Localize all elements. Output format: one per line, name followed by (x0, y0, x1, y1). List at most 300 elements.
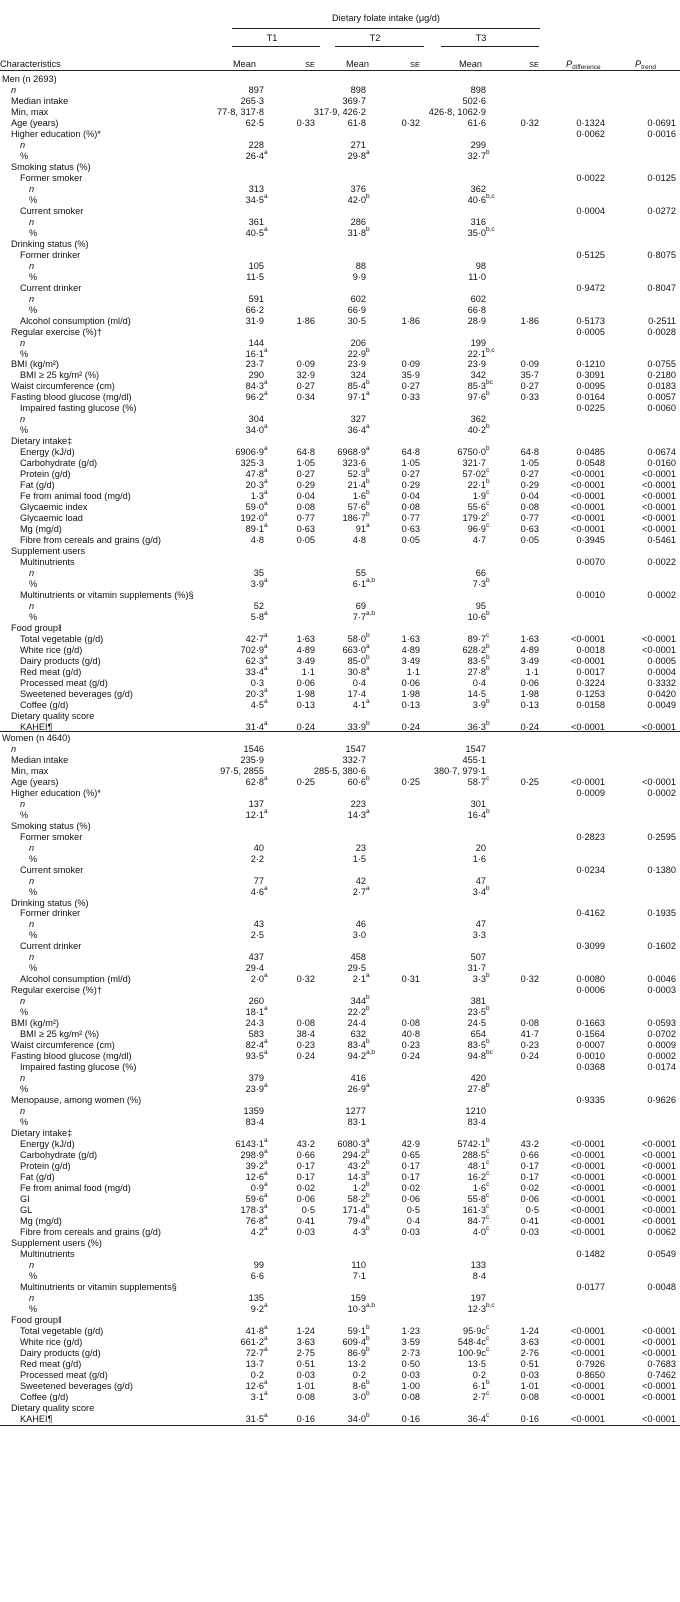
p-difference-value: <0·0001 (571, 1215, 605, 1226)
t2-mean-value: 327 (350, 414, 366, 425)
p-difference-value: <0·0001 (571, 1139, 605, 1150)
t2-mean-value: 21·4 (347, 480, 366, 491)
t2-se-value: 0·24 (401, 721, 420, 732)
row-label: Alcohol consumption (ml/d) (20, 315, 131, 326)
t2-mean-value: 83·4 (347, 1040, 366, 1051)
t2-se-value: 1·98 (401, 688, 420, 699)
row-label: % (29, 930, 38, 941)
t2-mean-value: 42·0 (347, 194, 366, 205)
t1-mean-cell: 59·0 a (245, 500, 268, 513)
t2-mean-cell: 21·4 b (347, 478, 370, 491)
t1-mean-value: 83·4 (245, 1117, 264, 1128)
t3-mean-value: 40·6 (467, 194, 486, 205)
p-difference-value: 0·3224 (576, 677, 605, 688)
row-label: % (20, 809, 29, 820)
p-difference-value: 0·0095 (576, 381, 605, 392)
t1-mean-value: 26·4 (245, 150, 264, 161)
row-label: Protein (g/d) (20, 1161, 71, 1172)
t3-mean-value: 94·8 (467, 1051, 486, 1062)
t1-se-value: 0·32 (296, 974, 315, 985)
t1-mean-value: 24·3 (245, 1018, 264, 1029)
t3-mean-value: 23·5 (467, 1007, 486, 1018)
p-difference-value: 0·0080 (576, 974, 605, 985)
p-difference-value: <0·0001 (571, 776, 605, 787)
row-label: n (20, 996, 26, 1007)
t3-mean-cell: 6·1 b (472, 1378, 490, 1391)
row-label: Impaired fasting glucose (%) (20, 403, 137, 414)
t3-mean-value: 28·9 (467, 315, 486, 326)
t1-mean-cell: 34·5 a (245, 192, 268, 205)
t3-mean-value: 507 (470, 952, 486, 963)
t3-se-value: 1·1 (525, 666, 539, 677)
t1-mean-cell: 72·7 a (245, 1345, 268, 1358)
t2-se-value: 1·05 (401, 458, 420, 469)
t3-mean-value: 628·2 (462, 644, 486, 655)
t2-mean-value: 3·0 (352, 1391, 366, 1402)
t3-se-value: 0·32 (520, 974, 539, 985)
p-trend-value: <0·0001 (642, 491, 676, 502)
t2-mean-cell: 6·1 a,b (352, 577, 376, 590)
t2-mean-value: 1547 (345, 743, 366, 754)
t2-mean-cell: 1·2 b (352, 1180, 370, 1193)
t2-se-value: 0·09 (401, 359, 420, 370)
p-difference-value: 0·0225 (576, 403, 605, 414)
t3-mean-cell: 57·02 c (462, 467, 490, 480)
t1-mean-value: 62·8 (245, 776, 264, 787)
t3-mean-value: 95 (475, 601, 486, 612)
t1-se-value: 0·09 (296, 359, 315, 370)
row-label: Sweetened beverages (g/d) (20, 1380, 133, 1391)
t3-mean-value: 1·6 (472, 853, 486, 864)
tertile-rule-t2 (335, 46, 424, 47)
row-label: Median intake (11, 754, 69, 765)
p-trend-value: 0·0002 (647, 590, 676, 601)
row-label: % (20, 1117, 29, 1128)
p-trend-value: 0·0755 (647, 359, 676, 370)
t1-mean-value: 77 (253, 875, 264, 886)
t1-mean-value: 4·2 (250, 1226, 264, 1237)
t3-mean-value: 12·3 (467, 1303, 486, 1314)
t3-se-value: 1·86 (520, 315, 539, 326)
row-label: % (29, 886, 38, 897)
t1-se-value: 0·41 (296, 1215, 315, 1226)
t2-mean-value: 58·2 (347, 1193, 366, 1204)
p-difference-value: 0·0018 (576, 644, 605, 655)
t1-mean-cell: 76·8 a (245, 1213, 268, 1226)
t2-mean-value: 332·7 (342, 754, 366, 765)
t2-mean-cell: 22·2 b (347, 1005, 370, 1018)
row-label: Supplement users (%) (11, 1237, 102, 1248)
t2-mean-value: 416 (350, 1073, 366, 1084)
p-trend-value: 0·1602 (647, 941, 676, 952)
p-difference-value: 0·9472 (576, 282, 605, 293)
t2-mean-cell: 57·6 b (347, 500, 370, 513)
t2-se-value: 0·29 (401, 480, 420, 491)
t1-mean-value: 31·4 (245, 721, 264, 732)
row-label: KAHEI¶ (20, 721, 53, 732)
t3-se-value: 1·24 (520, 1325, 539, 1336)
p-difference-value: 0·1210 (576, 359, 605, 370)
t2-mean-value: 88 (355, 260, 366, 271)
t3-mean-cell: 96·9 c (467, 522, 490, 535)
t3-mean-value: 66 (475, 568, 486, 579)
t3-mean-cell: 32·7 b (467, 148, 490, 161)
t2-se-value: 0·17 (401, 1172, 420, 1182)
p-trend-value: <0·0001 (642, 480, 676, 491)
row-label: GL (20, 1204, 33, 1215)
p-difference-header: $P_{difference}$ (566, 59, 601, 71)
row-label: n (29, 842, 35, 853)
t1-mean-cell: 31·5 a (245, 1411, 268, 1424)
t3-mean-cell: 3·4 b (472, 884, 490, 897)
t3-mean-value: 16·4 (467, 809, 486, 820)
t3-mean-value: 11·0 (468, 271, 486, 282)
t2-mean-cell (353, 853, 366, 865)
t3-se-value: 0·08 (520, 1391, 539, 1402)
t1-mean-cell: 84·3 a (245, 379, 268, 392)
p-trend-value: 0·3332 (647, 677, 676, 688)
t2-mean-value: 26·9 (347, 1084, 366, 1095)
t3-mean-value: 0·4 (472, 677, 486, 688)
characteristics-header: Characteristics (0, 59, 61, 69)
t3-se-value: 0·08 (520, 502, 539, 513)
header-bottom-rule (0, 70, 680, 71)
p-difference-value: 0·9335 (576, 1095, 605, 1106)
row-label: Alcohol consumption (ml/d) (20, 974, 131, 985)
t3-mean-value: 57·02 (462, 469, 486, 480)
t1-mean-value: 178·3 (240, 1204, 264, 1215)
row-label: Current smoker (20, 205, 84, 216)
t1-mean-value: 2·2 (250, 853, 264, 864)
t2-se-value: 0·06 (401, 1193, 420, 1204)
row-label: KAHEI¶ (20, 1413, 53, 1424)
t1-mean-value: 33·4 (245, 666, 264, 677)
p-difference-value: 0·1663 (576, 1018, 605, 1029)
p-difference-value: 0·0177 (576, 1281, 605, 1292)
t1-mean-value: 290 (248, 370, 264, 381)
t3-se-value: 0·03 (520, 1226, 539, 1237)
t1-se-value: 1·63 (296, 633, 315, 644)
t1-mean-value: 66·2 (245, 304, 264, 315)
t2-se-value: 1·23 (401, 1325, 420, 1336)
row-label: Menopause, among women (%) (11, 1095, 142, 1106)
t3-mean-value: 5742·1 (457, 1139, 486, 1150)
t1-mean-value: 137 (248, 798, 264, 809)
t2-mean-cell: 85·0 b (347, 653, 370, 666)
t3-se-value: 4·89 (520, 644, 539, 655)
t3-mean-value: 61·6 (467, 117, 486, 128)
t2-mean-value: 324 (350, 370, 366, 381)
row-label: Total vegetable (g/d) (20, 633, 104, 644)
t3-mean-cell: 40·6 b,c (467, 192, 495, 205)
t3-mean-cell: 85·3 bc (467, 379, 493, 392)
p-difference-value: 0·4162 (576, 908, 605, 919)
p-difference-value: 0·3099 (576, 941, 605, 952)
t1-mean-value: 31·9 (245, 315, 264, 326)
t2-mean-value: 34·0 (347, 1413, 366, 1424)
t2-mean-cell: 42·0 b (347, 192, 370, 205)
t1-mean-cell (251, 1270, 264, 1282)
row-label: Dietary intake‡ (11, 436, 73, 447)
t3-mean-value: 426·8, 1062·9 (428, 106, 486, 117)
t3-mean-value: 321·7 (462, 458, 486, 469)
mean-header-t2: Mean (346, 59, 369, 69)
t1-mean-value: 192·0 (240, 513, 264, 524)
t1-mean-cell: 93·5 a (245, 1049, 268, 1062)
t3-se-value: 0·08 (520, 1018, 539, 1029)
t2-se-value: 0·08 (401, 502, 420, 513)
t3-mean-cell (473, 1270, 486, 1282)
t2-mean-value: 0·4 (352, 677, 366, 688)
row-label: Dietary intake‡ (11, 1128, 73, 1139)
se-header-t2: SE (409, 60, 420, 69)
t3-mean-value: 16·2 (467, 1172, 486, 1182)
t1-mean-value: 2·0 (250, 974, 264, 985)
t3-mean-cell: 36·4 c (467, 1411, 490, 1424)
row-label: % (29, 304, 38, 315)
row-label: BMI ≥ 25 kg/m² (%) (20, 370, 100, 381)
t1-se-value: 1·86 (296, 315, 315, 326)
t1-se-value: 0·51 (296, 1358, 315, 1369)
t1-se-value: 43·2 (296, 1139, 315, 1150)
t2-se-value: 0·08 (401, 1018, 420, 1029)
t2-mean-value: 206 (350, 337, 366, 348)
row-label: Dairy products (g/d) (20, 655, 101, 666)
t3-mean-cell: 3·3 b (472, 972, 490, 985)
tertile-header-t1: T1 (266, 33, 278, 43)
t1-mean-value: 40 (253, 842, 264, 853)
p-trend-value: 0·9626 (647, 1095, 676, 1106)
t2-mean-value: 323·6 (342, 458, 366, 469)
row-label: Former smoker (20, 172, 83, 183)
t1-se-value: 0·05 (296, 535, 315, 546)
t2-se-value: 0·50 (401, 1358, 420, 1369)
t2-mean-cell: 3·0 b (352, 1389, 370, 1402)
t1-mean-cell: 31·4 a (245, 719, 268, 732)
p-trend-value: 0·0002 (647, 787, 676, 798)
row-label: BMI ≥ 25 kg/m² (%) (20, 1029, 100, 1040)
t3-se-value: 0·17 (520, 1172, 539, 1182)
p-trend-header: $P_{trend}$ (635, 59, 656, 71)
p-trend-value: 0·0549 (647, 1248, 676, 1259)
t1-mean-value: 135 (248, 1292, 264, 1303)
p-trend-value: <0·0001 (642, 1380, 676, 1391)
p-trend-value: 0·5461 (647, 535, 676, 546)
t3-mean-cell: 161·3 c (462, 1202, 490, 1215)
t2-mean-value: 61·8 (347, 117, 366, 128)
t1-mean-value: 6·6 (250, 1270, 264, 1281)
row-label: Current drinker (20, 941, 82, 952)
t3-se-value: 0·51 (520, 1358, 539, 1369)
t1-mean-value: 72·7 (245, 1347, 264, 1358)
t2-mean-value: 1·6 (352, 491, 366, 502)
p-trend-value: <0·0001 (642, 633, 676, 644)
p-trend-value: 0·7683 (647, 1358, 676, 1369)
t1-se-value: 0·24 (296, 721, 315, 732)
t2-mean-cell: 36·4 a (347, 423, 370, 436)
p-trend-value: <0·0001 (642, 1413, 676, 1424)
t3-mean-value: 23·9 (467, 359, 486, 370)
t1-se-value: 0·77 (296, 513, 315, 524)
row-label: White rice (g/d) (20, 1336, 83, 1347)
p-difference-value: <0·0001 (571, 633, 605, 644)
t2-mean-value: 2·7 (352, 886, 366, 897)
t3-se-value: 35·7 (520, 370, 539, 381)
t3-mean-value: 4·7 (472, 535, 486, 546)
t2-mean-value: 24·4 (347, 1018, 366, 1029)
t1-se-value: 2·75 (296, 1347, 315, 1358)
t3-mean-cell: 16·2 c (467, 1170, 490, 1182)
t3-mean-cell (468, 271, 486, 283)
row-label: Sweetened beverages (g/d) (20, 688, 133, 699)
t2-mean-cell: 6080·3 a (337, 1137, 370, 1150)
t2-mean-cell: 29·8 a (347, 148, 370, 161)
t3-mean-value: 97·6 (467, 392, 486, 403)
row-label: n (11, 84, 17, 95)
tertile-rule-t3 (441, 46, 539, 47)
t2-mean-value: 294·2 (342, 1150, 366, 1161)
t2-mean-value: 186·7 (342, 513, 366, 524)
t3-se-value: 0·24 (520, 1051, 539, 1062)
mean-header-t3: Mean (459, 59, 482, 69)
t2-mean-value: 159 (350, 1292, 366, 1303)
p-difference-value: <0·0001 (571, 524, 605, 535)
t1-se-value: 32·9 (296, 370, 315, 381)
t2-mean-value: 6080·3 (337, 1139, 366, 1150)
t1-mean-value: 93·5 (245, 1051, 264, 1062)
table-bottom-rule (0, 1425, 680, 1426)
row-label: Smoking status (%) (11, 161, 91, 172)
p-difference-value: 0·0005 (576, 326, 605, 337)
t3-se-value: 0·23 (520, 1040, 539, 1051)
t1-se-value: 0·17 (296, 1172, 315, 1182)
t3-mean-cell: 84·7 c (467, 1213, 490, 1226)
p-trend-value: 0·0702 (647, 1029, 676, 1040)
t1-mean-value: 62·3 (245, 655, 264, 666)
t2-mean-value: 58·0 (347, 633, 366, 644)
row-label: Glycaemic load (20, 513, 83, 524)
t1-mean-cell: 23·9 a (245, 1082, 268, 1095)
row-label: Carbohydrate (g/d) (20, 1150, 98, 1161)
t1-mean-value: 47·8 (245, 469, 264, 480)
row-label: % (29, 853, 38, 864)
t1-mean-value: 235·9 (240, 754, 264, 765)
t1-mean-value: 41·8 (245, 1325, 264, 1336)
row-label: Supplement users (11, 546, 86, 557)
t3-se-value: 0·03 (520, 1369, 539, 1380)
t2-se-value: 0·05 (401, 535, 420, 546)
t1-se-value: 3·49 (296, 655, 315, 666)
t1-se-value: 64·8 (296, 447, 315, 458)
row-label: Coffee (g/d) (20, 1391, 69, 1402)
p-trend-value: 0·0125 (647, 172, 676, 183)
p-trend-value: <0·0001 (642, 1215, 676, 1226)
t2-mean-value: 30·5 (347, 315, 366, 326)
t1-mean-value: 13·7 (245, 1358, 264, 1369)
p-trend-value: 0·7462 (647, 1369, 676, 1380)
p-difference-value: 0·5173 (576, 315, 605, 326)
t1-mean-cell: 192·0 a (240, 511, 268, 524)
t2-se-value: 1·63 (401, 633, 420, 644)
p-trend-value: <0·0001 (642, 721, 676, 732)
t1-mean-cell: 20·3 a (245, 478, 268, 491)
t3-mean-value: 89·7 (467, 633, 486, 644)
t3-se-value: 0·04 (520, 491, 539, 502)
row-label: Dairy products (g/d) (20, 1347, 101, 1358)
t2-se-value: 3·49 (401, 655, 420, 666)
t2-mean-value: 23 (355, 842, 366, 853)
t1-mean-value: 40·5 (245, 227, 264, 238)
t2-mean-cell: 2·1 a (352, 972, 370, 985)
t3-se-value: 0·27 (520, 381, 539, 392)
p-difference-value: <0·0001 (571, 491, 605, 502)
t2-mean-cell: 8·6 b (352, 1378, 370, 1391)
t1-se-value: 0·16 (296, 1413, 315, 1424)
mean-header-t1: Mean (233, 59, 256, 69)
t2-se-value: 0·17 (401, 1161, 420, 1172)
p-trend-value: 0·0049 (647, 699, 676, 710)
se-header-t3: SE (528, 60, 539, 69)
t3-mean-cell: 7·3 b (472, 577, 490, 590)
t2-se-value: 0·63 (401, 524, 420, 535)
t1-mean-value: 4·6 (250, 886, 264, 897)
t1-mean-cell: 702·9 a (240, 642, 268, 655)
p-trend-value: 0·0691 (647, 117, 676, 128)
t1-mean-cell: 661·2 a (240, 1334, 268, 1347)
p-difference-value: 0·0004 (576, 205, 605, 216)
row-label: n (29, 601, 35, 612)
row-label: BMI (kg/m²) (11, 359, 59, 370)
t2-mean-cell: 14·3 b (347, 1170, 370, 1182)
t3-mean-value: 27·8 (467, 666, 486, 677)
p-difference-value: 0·0006 (576, 985, 605, 996)
t2-mean-value: 36·4 (347, 425, 366, 436)
tertile-rule-t1 (232, 46, 320, 47)
row-label: Fasting blood glucose (mg/dl) (11, 392, 132, 403)
p-trend-value: 0·0420 (647, 688, 676, 699)
t2-mean-value: 91 (355, 524, 366, 535)
row-label: n (20, 139, 26, 150)
t1-mean-value: 77·8, 317·8 (217, 106, 264, 117)
row-label: Coffee (g/d) (20, 699, 69, 710)
t2-se-value: 1·00 (401, 1380, 420, 1391)
t2-mean-cell: 26·9 a (347, 1082, 370, 1095)
t3-mean-cell: 6750·0 b (457, 445, 490, 458)
t2-mean-value: 22·2 (347, 1007, 366, 1018)
t3-mean-value: 2·7 (472, 1391, 486, 1402)
t3-mean-cell: 89·7 c (467, 631, 490, 644)
t2-mean-cell: 58·0 b (347, 631, 370, 644)
t2-se-value: 0·65 (401, 1150, 420, 1161)
p-trend-value: 0·0003 (647, 985, 676, 996)
t1-mean-cell: 16·1 a (245, 346, 268, 359)
t1-mean-cell: 62·8 a (245, 774, 268, 787)
t1-mean-value: 89·1 (245, 524, 264, 535)
t2-mean-cell (348, 117, 366, 129)
t3-mean-cell: 35·0 b,c (467, 225, 495, 238)
row-label: Higher education (%)* (11, 787, 101, 798)
t2-mean-value: 2·1 (352, 974, 366, 985)
t2-se-value: 4·89 (401, 644, 420, 655)
row-label: Min, max (11, 106, 49, 117)
t3-mean-value: 362 (470, 414, 486, 425)
t2-mean-cell: 294·2 b (342, 1148, 370, 1161)
t3-mean-value: 7·3 (472, 579, 486, 590)
t3-mean-cell: 40·2 b (467, 423, 490, 436)
t2-mean-value: 376 (350, 183, 366, 194)
p-trend-value: <0·0001 (642, 1347, 676, 1358)
t2-mean-value: 286 (350, 216, 366, 227)
